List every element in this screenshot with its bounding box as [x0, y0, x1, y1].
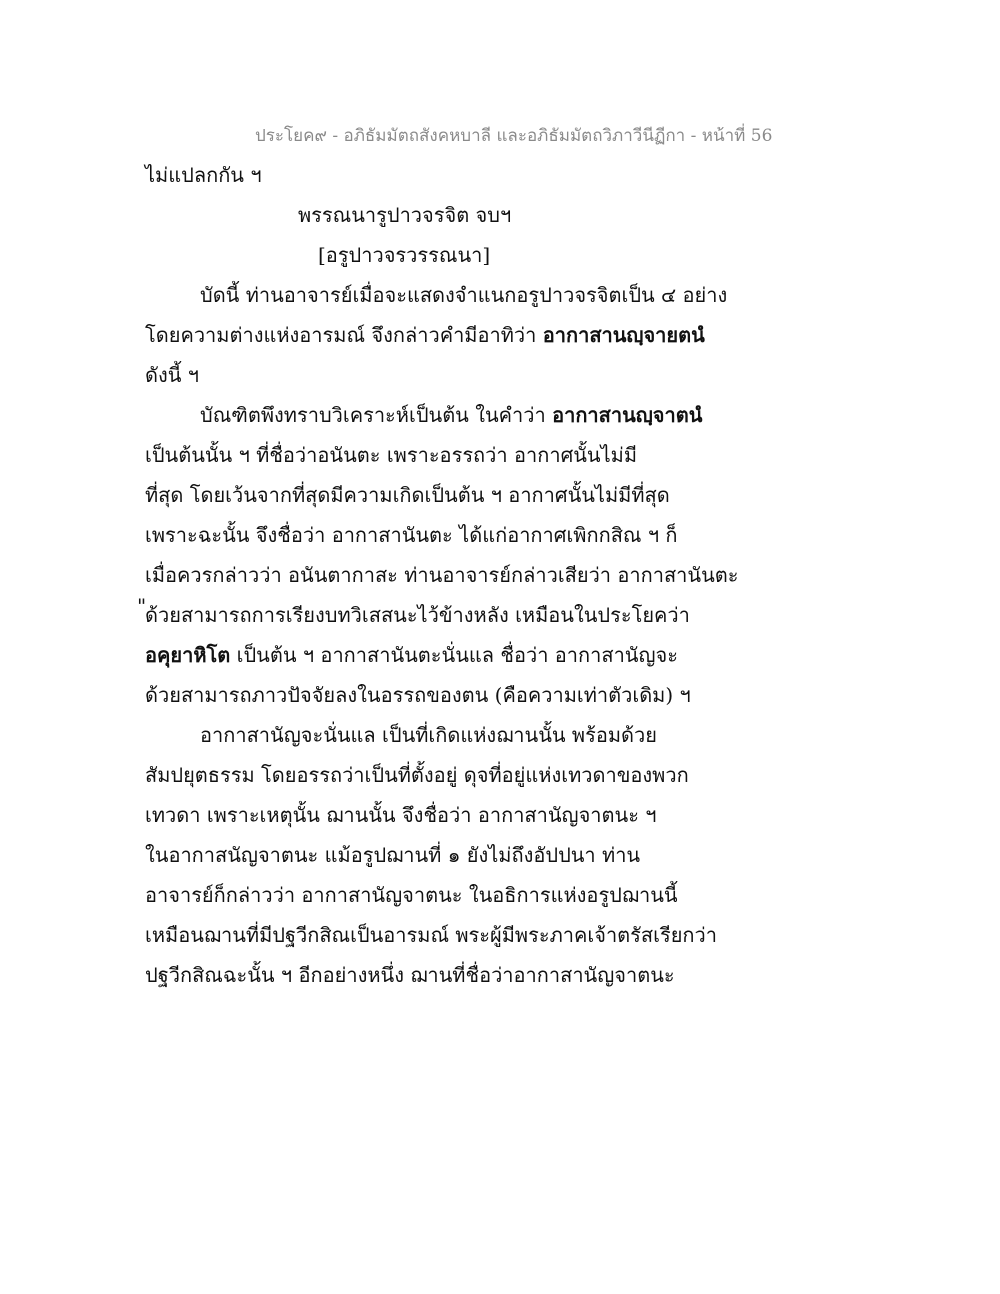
text-line: ด้วยสามารถการเรียงบทวิเสสนะไว้ข้างหลัง เหมือนในประโยคว่า: [145, 603, 690, 627]
bold-term: อากาสานญฺจาตนํ: [552, 403, 703, 427]
text-line: ในอากาสนัญจาตนะ แม้อรูปฌานที่ ๑ ยังไม่ถึงอัปปนา ท่าน: [145, 843, 641, 867]
bold-term: อากาสานญฺจายตนํ: [542, 323, 705, 347]
text-span: เป็นต้น ฯ อากาสานันตะนั่นแล ชื่อว่า อากาสานัญจะ: [230, 643, 678, 667]
text-line: ที่สุด โดยเว้นจากที่สุดมีความเกิดเป็นต้น ฯ อากาศนั้นไม่มีที่สุด: [145, 483, 670, 507]
text-line: [200, 405, 702, 425]
text-line: เพราะฉะนั้น จึงชื่อว่า อากาสานันตะ ได้แก่อากาศเพิกกสิณ ฯ ก็: [145, 523, 678, 547]
section-end-title: พรรณนารูปาวจรจิต จบฯ: [298, 203, 512, 227]
text-line: เมื่อควรกล่าวว่า อนันตากาสะ ท่านอาจารย์กล่าวเสียว่า อากาสานันตะ: [145, 563, 739, 587]
page-header: ประโยค๙ - อภิธัมมัตถสังคหบาลี และอภิธัมมัตถวิภาวีนีฏีกา - หน้าที่ 56: [255, 126, 773, 146]
text-line: อาจารย์ก็กล่าวว่า อากาสานัญจาตนะ ในอธิการแห่งอรูปฌานนี้: [145, 883, 678, 907]
text-line: เทวดา เพราะเหตุนั้น ฌานนั้น จึงชื่อว่า อากาสานัญจาตนะ ฯ: [145, 803, 657, 827]
text-line: อากาสานัญจะนั่นแล เป็นที่เกิดแห่งฌานนั้น พร้อมด้วย: [200, 723, 657, 747]
section-title: [อรูปาวจรวรรณนา]: [318, 243, 491, 267]
bold-term: อคุยาหิโต: [145, 643, 231, 667]
text-line: ดังนี้ ฯ: [145, 363, 200, 387]
text-line: ด้วยสามารถภาวปัจจัยลงในอรรถของตน (คือความเท่าตัวเดิม) ฯ: [145, 683, 691, 707]
text-line: ไม่แปลกกัน ฯ: [145, 163, 262, 187]
text-line: [145, 645, 678, 665]
text-span: บัณฑิตพึงทราบวิเคราะห์เป็นต้น ในคำว่า: [200, 403, 553, 427]
text-span: โดยความต่างแห่งอารมณ์ จึงกล่าวคำมีอาทิว่า: [145, 323, 543, 347]
margin-mark: ": [137, 594, 147, 618]
text-line: บัดนี้ ท่านอาจารย์เมื่อจะแสดงจำแนกอรูปาวจรจิตเป็น ๔ อย่าง: [200, 283, 728, 307]
text-line: เหมือนฌานที่มีปฐวีกสิณเป็นอารมณ์ พระผู้มีพระภาคเจ้าตรัสเรียกว่า: [145, 923, 717, 947]
text-line: ปฐวีกสิณฉะนั้น ฯ อีกอย่างหนึ่ง ฌานที่ชื่อว่าอากาสานัญจาตนะ: [145, 963, 675, 987]
text-line: สัมปยุตธรรม โดยอรรถว่าเป็นที่ตั้งอยู่ ดุจที่อยู่แห่งเทวดาของพวก: [145, 763, 689, 787]
text-line: เป็นต้นนั้น ฯ ที่ชื่อว่าอนันตะ เพราะอรรถว่า อากาศนั้นไม่มี: [145, 443, 638, 467]
text-line: [145, 325, 705, 345]
